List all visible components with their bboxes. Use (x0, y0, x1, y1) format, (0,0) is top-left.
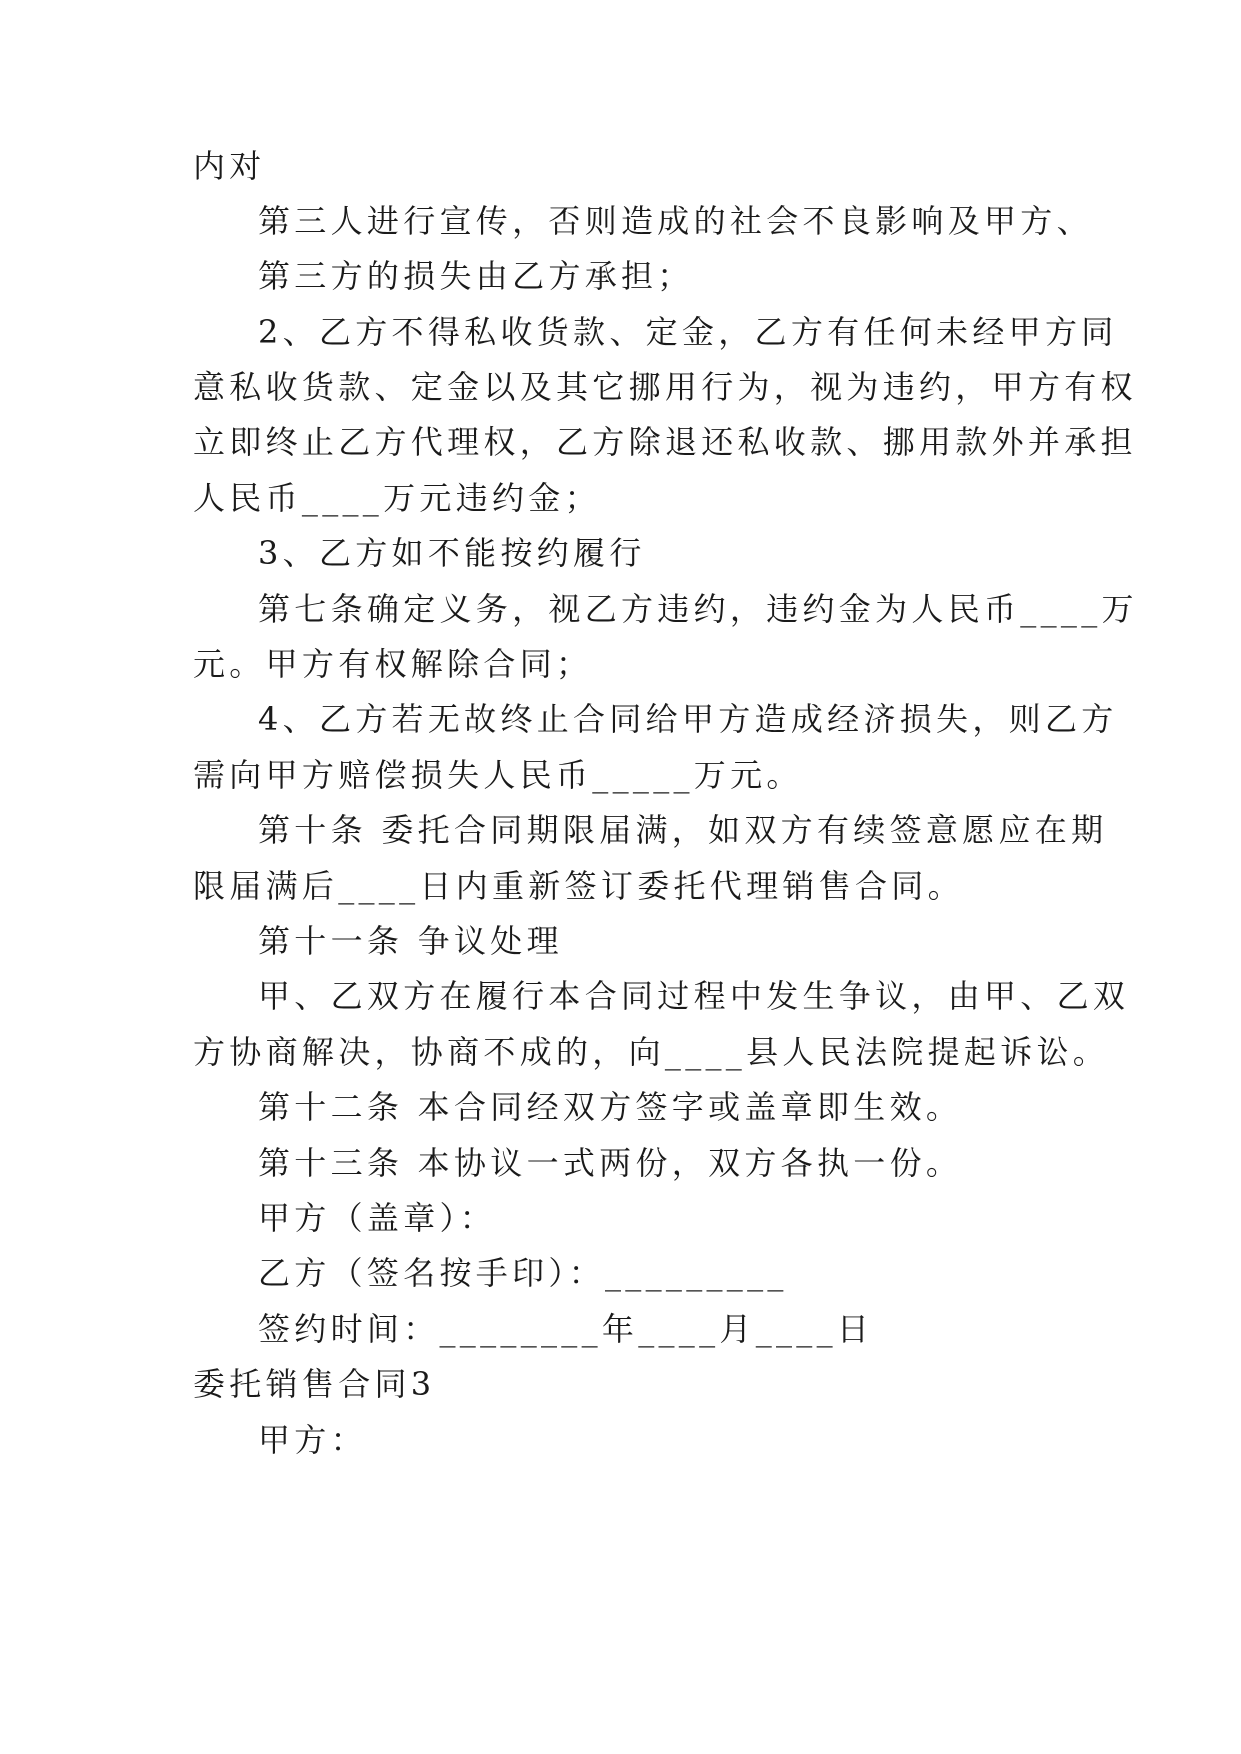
text-line: 人民币____万元违约金； (193, 479, 601, 517)
text-line: 4、乙方若无故终止合同给甲方造成经济损失，则乙方 (258, 700, 1118, 738)
text-line: 委托销售合同3 (193, 1365, 436, 1403)
text-line: 元。甲方有权解除合同； (193, 645, 593, 683)
text-line: 意私收货款、定金以及其它挪用行为，视为违约，甲方有权 (193, 368, 1137, 406)
text-line: 内对 (193, 147, 266, 185)
text-line: 立即终止乙方代理权，乙方除退还私收款、挪用款外并承担 (193, 423, 1137, 461)
text-line: 第三方的损失由乙方承担； (258, 257, 694, 295)
text-line: 第三人进行宣传，否则造成的社会不良影响及甲方、 (258, 202, 1093, 240)
text-line: 3、乙方如不能按约履行 (258, 534, 646, 572)
text-line: 乙方（签名按手印）：_________ (258, 1254, 788, 1292)
text-line: 第十三条 本协议一式两份，双方各执一份。 (258, 1144, 963, 1182)
text-line: 需向甲方赔偿损失人民币_____万元。 (193, 756, 803, 794)
text-line: 第七条确定义务，视乙方违约，违约金为人民币____万 (258, 590, 1138, 628)
text-line: 方协商解决，协商不成的，向____县人民法院提起诉讼。 (193, 1033, 1110, 1071)
text-line: 第十二条 本合同经双方签字或盖章即生效。 (258, 1088, 963, 1126)
text-line: 签约时间：________年____月____日 (258, 1310, 874, 1348)
text-line: 甲方： (258, 1421, 367, 1459)
text-line: 2、乙方不得私收货款、定金，乙方有任何未经甲方同 (258, 313, 1118, 351)
text-line: 甲、乙双方在履行本合同过程中发生争议，由甲、乙双 (258, 977, 1130, 1015)
text-line: 限届满后____日内重新签订委托代理销售合同。 (193, 867, 964, 905)
text-line: 第十条 委托合同期限届满，如双方有续签意愿应在期 (258, 811, 1108, 849)
text-line: 甲方（盖章）： (258, 1199, 497, 1237)
text-line: 第十一条 争议处理 (258, 922, 563, 960)
